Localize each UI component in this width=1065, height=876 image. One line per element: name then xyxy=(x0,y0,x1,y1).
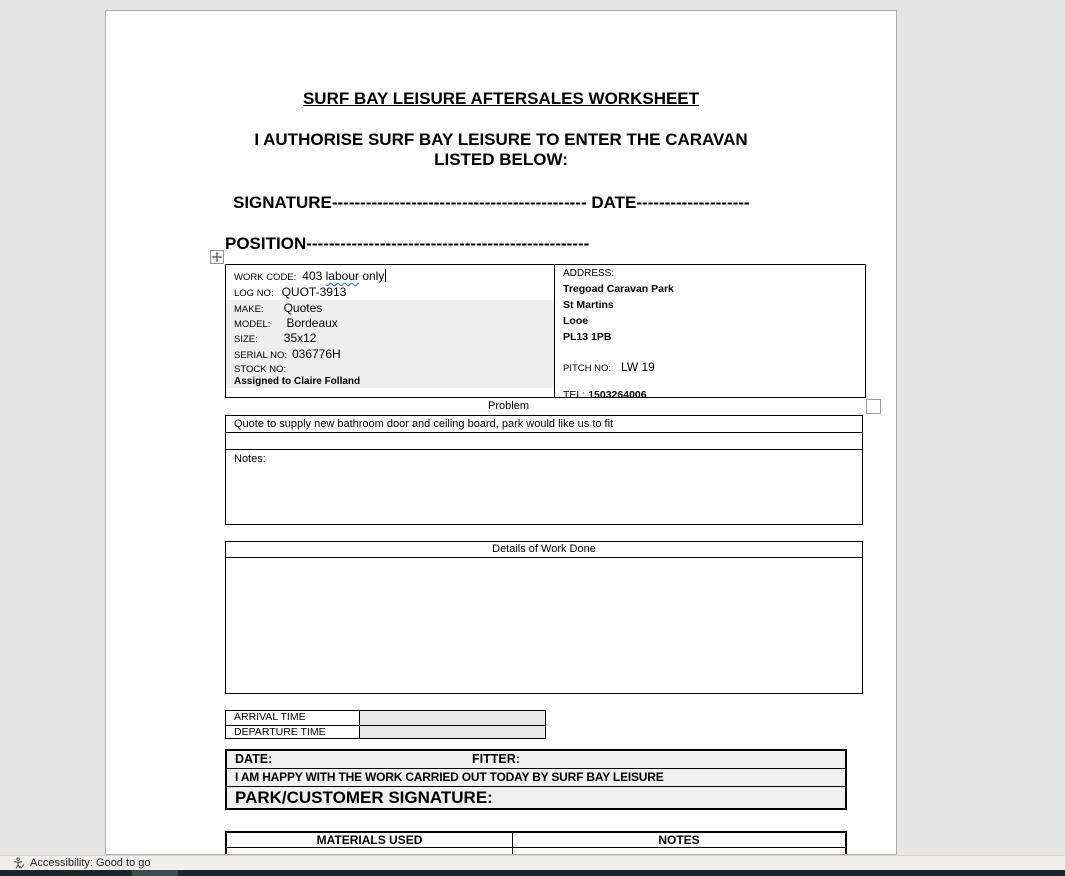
stock-no-label: STOCK NO: xyxy=(234,364,287,375)
notes-row[interactable] xyxy=(226,450,862,465)
shaded-caravan-rows xyxy=(226,300,554,388)
checkbox[interactable] xyxy=(866,399,881,414)
departure-value-cell[interactable] xyxy=(360,726,545,738)
materials-notes-cell[interactable] xyxy=(513,848,845,855)
model-label: MODEL: xyxy=(234,319,271,330)
materials-header-row xyxy=(227,833,845,848)
table-move-handle-icon[interactable] xyxy=(210,250,224,264)
serial-no-value: 036776H xyxy=(291,347,341,361)
caravan-details-cell[interactable] xyxy=(226,265,554,397)
position-dashes: -------------------------------------------------- xyxy=(306,234,590,253)
pitch-no-row xyxy=(563,359,865,375)
notes-label: Notes: xyxy=(234,453,266,465)
materials-body-row xyxy=(227,848,845,855)
signature-date-line xyxy=(233,193,750,213)
taskbar-active-segment xyxy=(132,870,178,876)
log-no-value: QUOT-3913 xyxy=(281,285,347,299)
address-label: ADDRESS: xyxy=(563,268,615,279)
problem-empty-row[interactable] xyxy=(226,433,862,450)
model-value: Bordeaux xyxy=(286,316,338,330)
address-line-1: Tregoad Caravan Park xyxy=(563,283,674,295)
position-line xyxy=(225,234,589,254)
work-code-label: WORK CODE: xyxy=(234,272,297,283)
document-title: SURF BAY LEISURE AFTERSALES WORKSHEET xyxy=(302,89,700,108)
work-code-value: 403 xyxy=(302,269,326,283)
materials-used-cell[interactable] xyxy=(227,848,513,855)
log-no-label: LOG NO: xyxy=(234,288,274,299)
problem-table xyxy=(225,415,863,525)
serial-no-label: SERIAL NO: xyxy=(234,350,287,361)
size-row xyxy=(234,330,554,346)
materials-table xyxy=(225,831,847,855)
make-label: MAKE: xyxy=(234,304,264,315)
fitter-label: FITTER: xyxy=(472,752,520,766)
make-row xyxy=(234,300,554,315)
log-no-row xyxy=(234,284,554,300)
address-line-2: St Martins xyxy=(563,299,614,311)
problem-text-row[interactable]: Quote to supply new bathroom door and ceiling board, park would like us to fit xyxy=(226,416,862,433)
authorise-line-1: I AUTHORISE SURF BAY LEISURE TO ENTER THE CARAVAN xyxy=(254,130,748,149)
pitch-no-label: PITCH NO: xyxy=(563,363,612,374)
work-done-table xyxy=(225,541,863,694)
work-done-entry-area[interactable] xyxy=(226,558,862,694)
stock-no-row xyxy=(234,361,554,375)
make-value: Quotes xyxy=(283,301,323,315)
status-bar xyxy=(0,855,1065,870)
pitch-no-value: LW 19 xyxy=(621,360,655,374)
departure-label: DEPARTURE TIME xyxy=(226,726,360,738)
caravan-info-table xyxy=(225,264,866,401)
tel-row xyxy=(563,387,865,401)
signoff-date-label: DATE: xyxy=(235,752,273,766)
address-cell[interactable] xyxy=(554,265,865,401)
arrival-label: ARRIVAL TIME xyxy=(226,711,360,725)
times-table xyxy=(225,710,546,739)
tel-label: TEL: xyxy=(563,389,586,401)
signature-label: SIGNATURE xyxy=(233,193,332,212)
accessibility-status[interactable]: Accessibility: Good to go xyxy=(30,857,151,869)
signoff-table xyxy=(225,749,847,810)
model-row xyxy=(234,315,554,330)
arrival-row xyxy=(226,711,545,725)
materials-used-header: MATERIALS USED xyxy=(227,833,513,847)
materials-notes-header: NOTES xyxy=(658,833,700,847)
work-code-spellcheck-word: labour xyxy=(325,269,359,283)
date-dashes: -------------------- xyxy=(636,193,750,212)
address-postcode: PL13 1PB xyxy=(563,331,612,343)
work-code-row xyxy=(234,267,554,284)
problem-caption: Problem xyxy=(488,400,529,412)
tel-value: 1503264006 xyxy=(588,389,647,401)
customer-signature-row[interactable]: PARK/CUSTOMER SIGNATURE: xyxy=(235,788,493,807)
text-cursor xyxy=(385,269,386,282)
accessibility-icon xyxy=(12,857,25,870)
signature-dashes: --------------------------------------------- xyxy=(331,193,587,212)
authorise-line-2: LISTED BELOW: xyxy=(434,150,568,169)
size-label: SIZE: xyxy=(234,334,258,345)
document-page[interactable] xyxy=(105,10,897,855)
work-done-header: Details of Work Done xyxy=(226,542,862,558)
happy-statement-row: I AM HAPPY WITH THE WORK CARRIED OUT TODAY BY SURF BAY LEISURE xyxy=(227,769,845,787)
date-label: DATE xyxy=(586,193,637,212)
work-code-suffix: only xyxy=(359,269,385,283)
assigned-row: Assigned to Claire Folland xyxy=(234,376,361,387)
serial-no-row xyxy=(234,346,554,361)
address-line-3: Looe xyxy=(563,315,589,327)
arrival-value-cell[interactable] xyxy=(360,711,545,725)
taskbar-strip xyxy=(0,870,1065,876)
departure-row xyxy=(226,725,545,738)
size-value: 35x12 xyxy=(283,331,317,345)
position-label: POSITION xyxy=(225,234,307,253)
date-fitter-row[interactable] xyxy=(227,751,845,769)
